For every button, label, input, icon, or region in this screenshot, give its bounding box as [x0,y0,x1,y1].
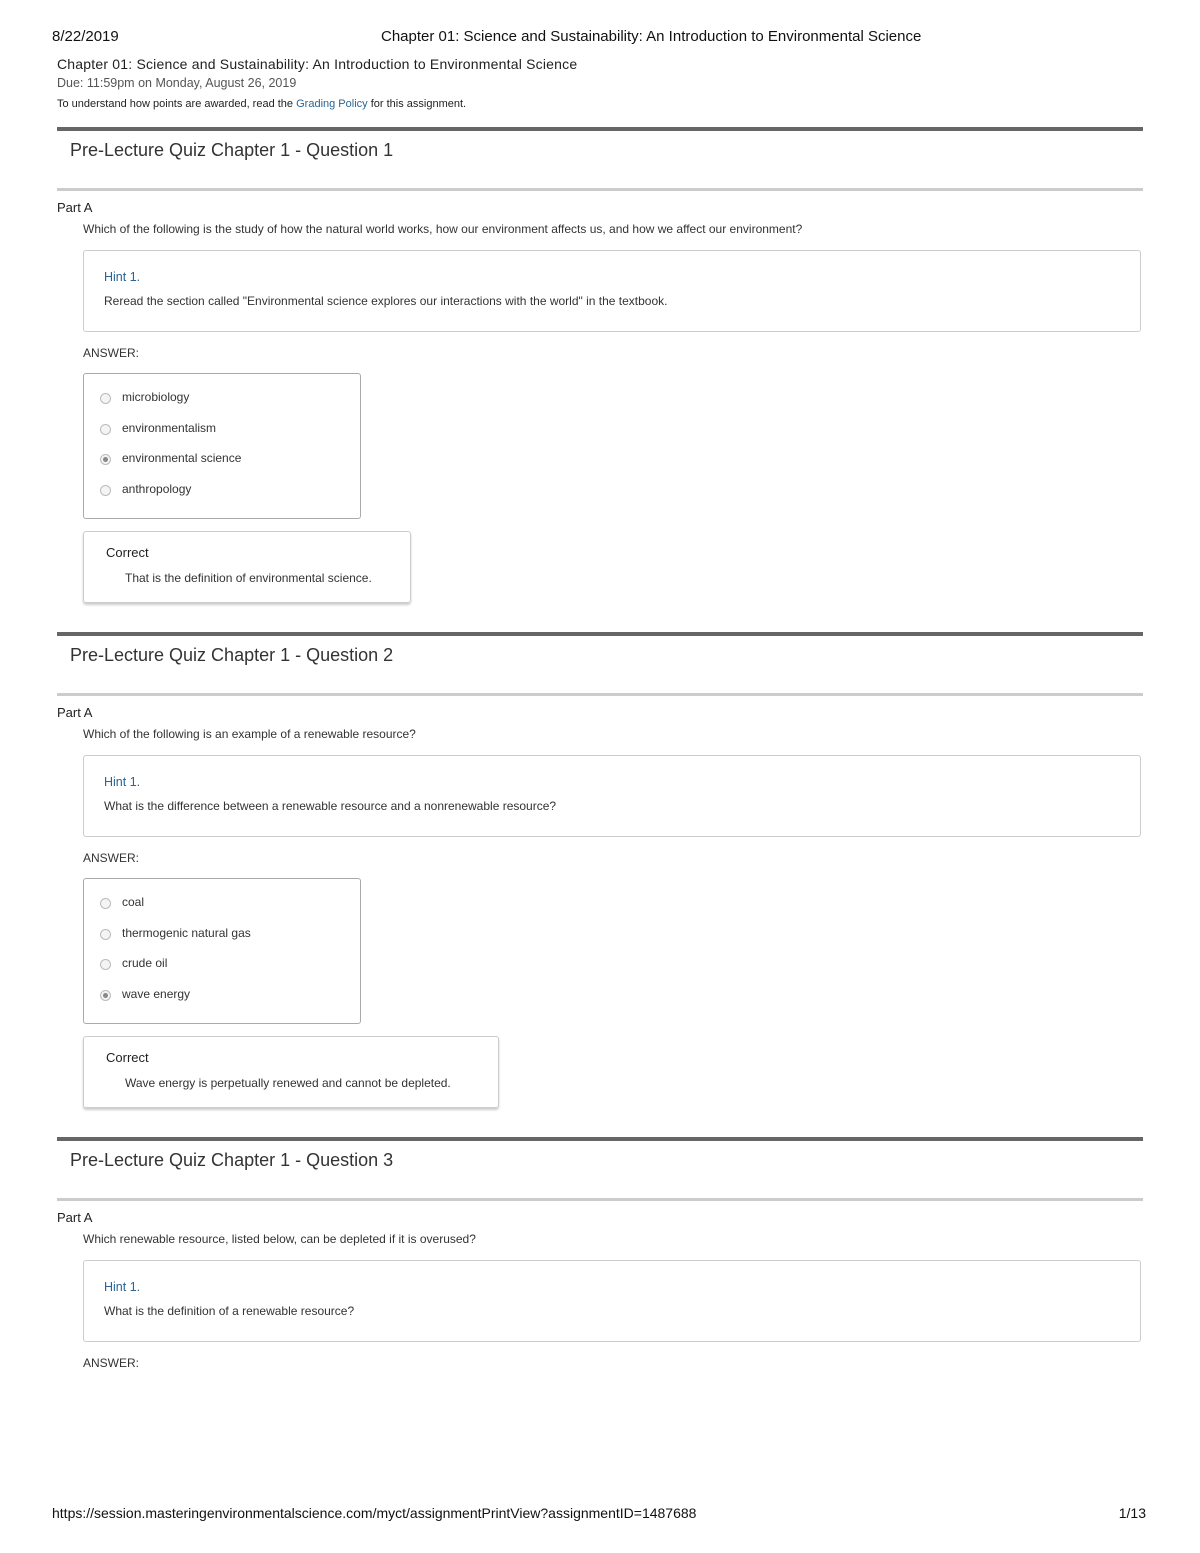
answer-choice[interactable] [100,451,360,482]
feedback-title: Correct [106,545,149,560]
question-subdivider [57,693,1143,696]
hint-box [83,250,1141,332]
answer-choice[interactable] [100,926,360,957]
feedback-box [83,1036,499,1108]
question-prompt: Which of the following is the study of how the natural world works, how our environment affects us, and how we affect our environment? [83,222,803,236]
answer-label: ANSWER: [83,851,140,865]
hint-box [83,755,1141,837]
policy-text-after: for this assignment. [367,98,467,110]
print-date: 8/22/2019 [52,28,119,45]
question-subdivider [57,188,1143,191]
question-title: Pre-Lecture Quiz Chapter 1 - Question 1 [70,140,394,160]
radio-button[interactable] [100,424,111,435]
feedback-text: That is the definition of environmental science. [125,571,372,585]
part-label: Part A [57,1210,93,1225]
question-subdivider [57,1198,1143,1201]
radio-button[interactable] [100,898,111,909]
print-header [0,28,1200,48]
question-divider [57,127,1143,131]
feedback-title: Correct [106,1050,149,1065]
hint-title[interactable]: Hint 1. [104,1280,141,1294]
choice-label: microbiology [122,390,190,404]
choice-label: anthropology [122,481,192,496]
choice-label: environmental science [122,451,242,466]
answer-choice[interactable] [100,987,360,1018]
page-url: https://session.masteringenvironmentalscience.com/myct/assignmentPrintView?assignmentID=1487688 [52,1505,697,1521]
answer-label: ANSWER: [83,346,140,360]
question-1 [57,127,1143,603]
choice-label: crude oil [122,956,168,971]
radio-button[interactable] [100,959,111,970]
assignment-header [57,56,1143,110]
hint-text: What is the difference between a renewable resource and a nonrenewable resource? [104,799,557,813]
hint-title[interactable]: Hint 1. [104,775,141,789]
radio-button[interactable] [100,393,111,404]
grading-policy-link[interactable]: Grading Policy [296,98,368,110]
assignment-due-date: Due: 11:59pm on Monday, August 26, 2019 [57,76,297,90]
choice-label: coal [122,895,145,909]
question-title: Pre-Lecture Quiz Chapter 1 - Question 3 [70,1150,394,1170]
question-divider [57,1137,1143,1141]
choice-label: environmentalism [122,420,217,435]
answer-label: ANSWER: [83,1356,140,1370]
hint-box [83,1260,1141,1342]
grading-policy-note [57,98,1143,110]
page-number: 1/13 [1118,1505,1146,1521]
hint-text: Reread the section called "Environmental science explores our interactions with the world" in the textbook. [104,294,668,308]
question-3 [57,1137,1143,1370]
answer-choice[interactable] [100,482,360,513]
answer-choice[interactable] [100,956,360,987]
question-title: Pre-Lecture Quiz Chapter 1 - Question 2 [70,645,394,665]
part-label: Part A [57,200,93,215]
radio-button[interactable] [100,454,111,465]
choice-label: wave energy [122,986,191,1001]
question-prompt: Which of the following is an example of a renewable resource? [83,727,416,741]
question-divider [57,632,1143,636]
answer-choices [83,878,361,1024]
policy-text-before: To understand how points are awarded, read the [57,98,297,110]
hint-title[interactable]: Hint 1. [104,270,141,284]
choice-label: thermogenic natural gas [122,925,251,940]
question-2 [57,632,1143,1108]
feedback-text: Wave energy is perpetually renewed and cannot be depleted. [125,1076,451,1090]
answer-choice[interactable] [100,895,360,926]
feedback-box [83,531,411,603]
assignment-title: Chapter 01: Science and Sustainability: An Introduction to Environmental Science [57,56,578,72]
radio-button[interactable] [100,929,111,940]
radio-button[interactable] [100,485,111,496]
answer-choice[interactable] [100,390,360,421]
radio-button[interactable] [100,990,111,1001]
part-label: Part A [57,705,93,720]
print-title: Chapter 01: Science and Sustainability: An Introduction to Environmental Science [381,28,922,45]
answer-choices [83,373,361,519]
question-prompt: Which renewable resource, listed below, can be depleted if it is overused? [83,1232,476,1246]
answer-choice[interactable] [100,421,360,452]
hint-text: What is the definition of a renewable resource? [104,1304,355,1318]
print-footer [0,1505,1200,1525]
